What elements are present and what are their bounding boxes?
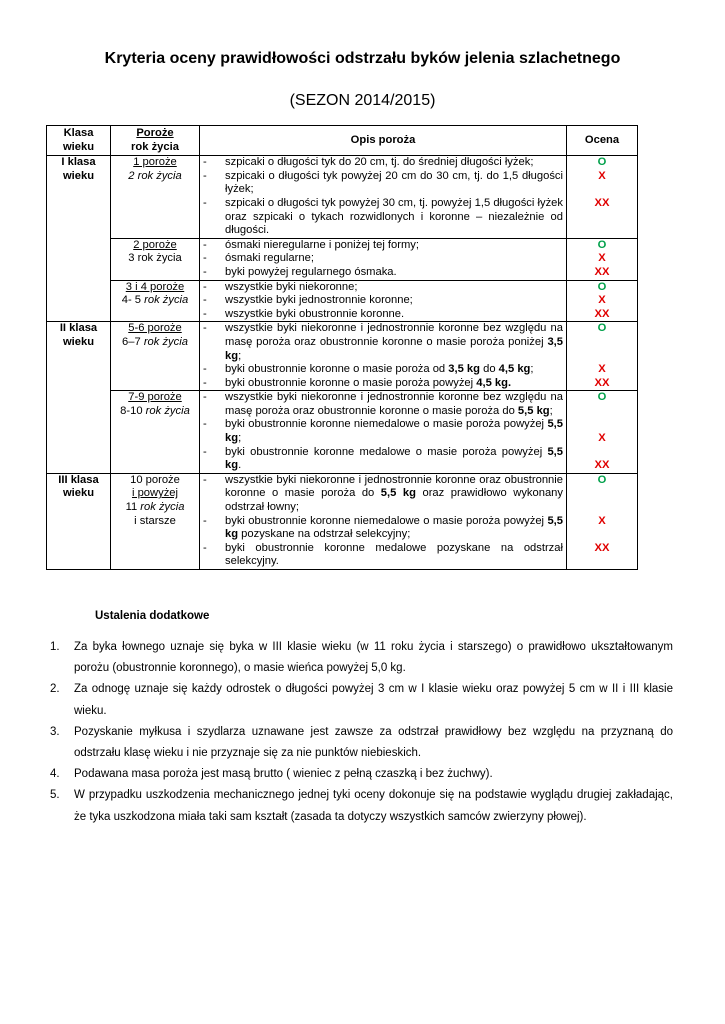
grade-cell: [567, 391, 638, 474]
antler-cell: 3 i 4 poroże 4- 5 rok życia: [111, 280, 200, 322]
antler-cell: 7-9 poroże 8-10 rok życia: [111, 391, 200, 474]
list-item: - byki obustronnie koronne medalowe o masie poroża powyżej 5,5 kg.: [203, 445, 564, 472]
list-item: - szpicaki o długości tyk powyżej 30 cm, tj. powyżej 1,5 długości łyżek oraz szpicaki o tykach rozwidlonych i koronne – niezależnie od długości.: [203, 196, 563, 237]
table-row: [47, 473, 638, 569]
grade-mark: O: [597, 322, 607, 335]
list-item: - szpicaki o długości tyk do 20 cm, tj. do średniej długości łyżek;: [203, 156, 534, 169]
list-item: - wszystkie byki niekoronne i jednostronnie koronne bez względu na masę poroża oraz obustronnie koronne o masie poroża poniżej 3,5 kg;: [203, 322, 563, 362]
class-label: I klasa wieku: [47, 156, 111, 322]
list-item: - byki obustronnie koronne o masie poroża od 3,5 kg do 4,5 kg;: [203, 363, 534, 376]
grade-mark: O: [597, 156, 607, 169]
header-class: Klasa wieku: [47, 126, 111, 156]
table-row: [47, 280, 638, 322]
grade-mark: O: [597, 473, 607, 486]
grade-mark: O: [597, 391, 607, 404]
grade-mark: X: [598, 252, 606, 265]
antler-cell: 1 poroże 2 rok życia: [111, 156, 200, 239]
description-cell: [200, 391, 567, 474]
antler-cell: 2 poroże 3 rok życia: [111, 238, 200, 280]
grade-cell: [567, 156, 638, 239]
list-item: - ósmaki regularne;: [203, 252, 314, 265]
table-row: [47, 156, 638, 239]
header-description: Opis poroża: [200, 126, 567, 156]
season-subtitle: (SEZON 2014/2015): [289, 92, 436, 109]
notes-heading: Ustalenia dodatkowe: [95, 610, 210, 622]
grade-mark: O: [597, 280, 607, 293]
grade-mark: X: [598, 169, 606, 182]
header-antler: Poroże rok życia: [111, 126, 200, 156]
list-item: - wszystkie byki niekoronne i jednostronnie koronne oraz obustronnie koronne o masie poroża do 5,5 kg oraz prawidłowo wykonany odstrzał łowny;: [203, 473, 563, 514]
list-item: - byki obustronnie koronne medalowe pozyskane na odstrzał selekcyjny.: [203, 541, 563, 568]
list-item: - wszystkie byki niekoronne;: [203, 280, 358, 293]
grade-cell: [567, 238, 638, 280]
description-cell: [200, 156, 567, 239]
grade-mark: XX: [594, 265, 610, 278]
list-item: - wszystkie byki niekoronne i jednostronnie koronne bez względu na masę poroża oraz obustronnie koronne o masie poroża do 5,5 kg;: [203, 391, 563, 417]
list-item: - byki powyżej regularnego ósmaka.: [203, 265, 397, 278]
list-item: - byki obustronnie koronne o masie poroża powyżej 4,5 kg.: [203, 376, 512, 389]
description-cell: [200, 322, 567, 391]
table-header-row: [47, 126, 638, 156]
list-item: 1. Za byka łownego uznaje się byka w III klasie wieku (w 11 roku życia i starszego) o prawidłowo ukształtowanym porożu (obustronnie koronnego), o masie wieńca powyżej 5,0 kg.: [50, 641, 673, 675]
list-item: - wszystkie byki obustronnie koronne.: [203, 307, 405, 320]
description-cell: [200, 238, 567, 280]
list-item: 4. Podawana masa poroża jest masą brutto ( wieniec z pełną czaszką i bez żuchwy).: [50, 768, 493, 781]
grade-cell: [567, 473, 638, 569]
table-row: [47, 322, 638, 391]
criteria-table: [46, 125, 638, 570]
list-item: 3. Pozyskanie myłkusa i szydlarza uznawane jest zawsze za odstrzał prawidłowy bez względu na przyznaną do odstrzału klasę wieku i nie przyznaje się za nie punktów niebieskich.: [50, 725, 673, 760]
notes-list: [50, 637, 673, 828]
list-item: - ósmaki nieregularne i poniżej tej formy;: [203, 238, 420, 251]
page-title: Kryteria oceny prawidłowości odstrzału byków jelenia szlachetnego: [104, 50, 621, 67]
list-item: 2. Za odnogę uznaje się każdy odrostek o długości powyżej 3 cm w I klasie wieku oraz powyżej 5 cm w II i III klasie wieku.: [50, 683, 673, 717]
antler-cell: 10 poroże i powyżej 11 rok życia i starsze: [111, 473, 200, 569]
list-item: - wszystkie byki jednostronnie koronne;: [203, 294, 413, 307]
grade-cell: [567, 280, 638, 322]
grade-mark: XX: [594, 307, 610, 320]
grade-mark: XX: [594, 541, 610, 554]
grade-mark: X: [598, 363, 606, 376]
list-item: 5. W przypadku uszkodzenia mechanicznego jednej tyki oceny dokonuje się na podstawie wyglądu drugiej zakładając, że tyka uszkodzona miała taki sam kształt (zasada ta dotyczy wszystkich samców zwierzyny płowej).: [50, 789, 673, 823]
class-label: II klasa wieku: [47, 322, 111, 474]
antler-cell: 5-6 poroże 6–7 rok życia: [111, 322, 200, 391]
grade-cell: [567, 322, 638, 391]
grade-mark: XX: [594, 459, 610, 472]
list-item: - byki obustronnie koronne niemedalowe o masie poroża powyżej 5,5 kg pozyskane na odstrzał selekcyjny;: [203, 514, 564, 541]
class-label: III klasa wieku: [47, 473, 111, 569]
table-row: [47, 238, 638, 280]
description-cell: [200, 280, 567, 322]
grade-mark: X: [598, 432, 606, 445]
list-item: - byki obustronnie koronne niemedalowe o masie poroża powyżej 5,5 kg;: [203, 418, 564, 445]
grade-mark: O: [597, 238, 607, 251]
description-cell: [200, 473, 567, 569]
header-grade: Ocena: [567, 126, 638, 156]
grade-mark: X: [598, 514, 606, 527]
grade-mark: X: [598, 294, 606, 307]
table-row: [47, 391, 638, 474]
list-item: - szpicaki o długości tyk powyżej 20 cm do 30 cm, tj. do 1,5 długości łyżek;: [203, 169, 563, 196]
grade-mark: XX: [594, 196, 610, 209]
grade-mark: XX: [594, 376, 610, 389]
